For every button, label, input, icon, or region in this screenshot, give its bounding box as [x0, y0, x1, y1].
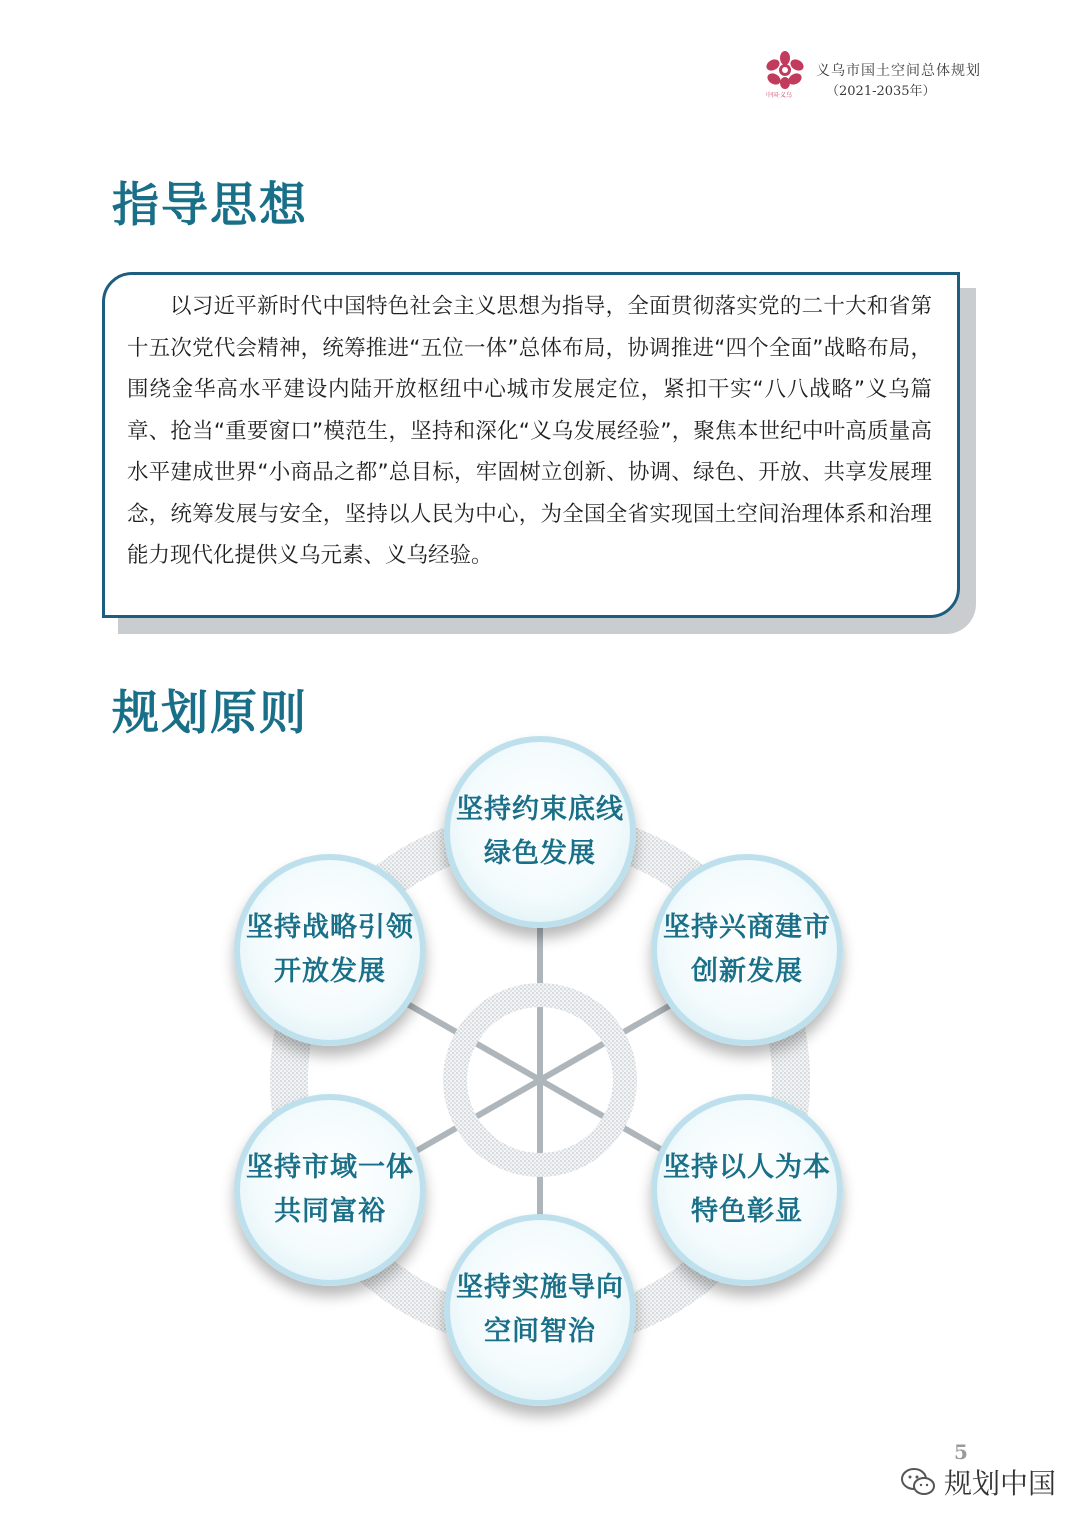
- wechat-icon: [900, 1467, 936, 1497]
- principles-diagram: [0, 720, 1080, 1440]
- principle-circle-1: [444, 736, 636, 928]
- planning-principles-title: 规划原则: [112, 686, 308, 741]
- principle-circle-3: [651, 1094, 843, 1286]
- plan-title: 义乌市国土空间总体规划: [816, 63, 981, 79]
- principle-5-line2: 共同富裕: [274, 1196, 386, 1227]
- principle-6-line1: 坚持战略引领: [246, 912, 414, 943]
- principle-6-line2: 开放发展: [274, 956, 386, 987]
- principle-1-line1: 坚持约束底线: [456, 794, 624, 825]
- principle-5-line1: 坚持市域一体: [246, 1152, 414, 1183]
- guiding-ideology-text: 以习近平新时代中国特色社会主义思想为指导，全面贯彻落实党的二十大和省第十五次党代会精神，统筹推进“五位一体”总体布局，协调推进“四个全面”战略布局，围绕金华高水平建设内陆开放枢纽中心城市发展定位，紧扣干实“八八战略”义乌篇章、抢当“重要窗口”模范生，坚持和深化“义乌发展经验”，聚焦本世纪中叶高质量高水平建成世界“小商品之都”总目标，牢固树立创新、协调、绿色、开放、共享发展理念，统筹发展与安全，坚持以人民为中心，为全国全省实现国土空间治理体系和治理能力现代化提供义乌元素、义乌经验。: [127, 294, 932, 568]
- principle-4-line2: 空间智治: [484, 1316, 596, 1347]
- principle-4-line1: 坚持实施导向: [456, 1272, 624, 1303]
- principle-circle-6: [234, 854, 426, 1046]
- watermark: [900, 1462, 1056, 1502]
- plan-years: （2021-2035年）: [826, 84, 936, 99]
- principle-1-line2: 绿色发展: [484, 838, 596, 869]
- page-number: 5: [954, 1440, 968, 1464]
- principle-circle-2: [651, 854, 843, 1046]
- principle-3-line2: 特色彰显: [691, 1196, 803, 1227]
- watermark-text: 规划中国: [944, 1467, 1057, 1500]
- document-header: [760, 50, 1000, 110]
- principle-2-line1: 坚持兴商建市: [663, 912, 831, 943]
- principle-3-line1: 坚持以人为本: [663, 1152, 831, 1183]
- logo-caption: 中国·义乌: [766, 92, 792, 99]
- guiding-ideology-title: 指导思想: [112, 178, 308, 233]
- principle-2-line2: 创新发展: [691, 956, 803, 987]
- principle-circle-4: [444, 1214, 636, 1406]
- principle-circle-5: [234, 1094, 426, 1286]
